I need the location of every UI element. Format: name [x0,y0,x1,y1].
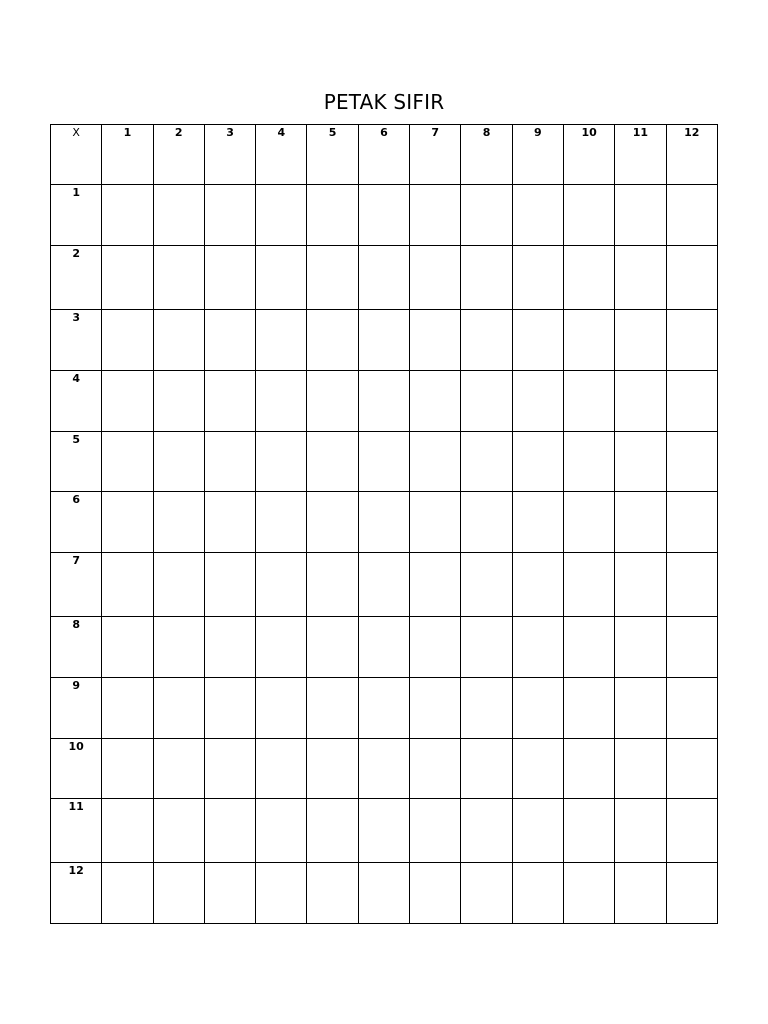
column-header [256,125,307,185]
answer-cell [563,799,614,863]
answer-cell [307,246,358,310]
answer-cell [102,246,153,310]
table-row [51,617,718,678]
row-label: 7 [72,554,80,567]
answer-cell [615,246,666,310]
answer-cell [307,185,358,246]
table-row [51,553,718,617]
answer-cell [410,678,461,739]
answer-cell [615,310,666,371]
answer-cell [563,310,614,371]
answer-cell [615,678,666,739]
answer-cell [461,739,512,799]
column-label: 10 [581,126,597,139]
answer-cell [666,799,717,863]
answer-cell [615,739,666,799]
answer-cell [461,371,512,432]
answer-cell [461,310,512,371]
answer-cell [153,799,204,863]
answer-cell [410,492,461,553]
answer-cell [153,739,204,799]
answer-cell [358,432,409,492]
answer-cell [615,553,666,617]
answer-cell [512,739,563,799]
answer-cell [563,246,614,310]
answer-cell [461,617,512,678]
answer-cell [410,617,461,678]
row-header [51,863,102,924]
answer-cell [410,185,461,246]
header-row [51,125,718,185]
answer-cell [358,492,409,553]
answer-cell [102,739,153,799]
answer-cell [666,617,717,678]
answer-cell [307,432,358,492]
answer-cell [204,799,255,863]
row-header [51,246,102,310]
column-header [461,125,512,185]
grid-body [51,185,718,924]
answer-cell [102,310,153,371]
answer-cell [410,310,461,371]
answer-cell [102,799,153,863]
answer-cell [563,492,614,553]
table-row [51,863,718,924]
answer-cell [204,863,255,924]
answer-cell [358,678,409,739]
answer-cell [461,185,512,246]
column-label: 8 [482,126,491,139]
answer-cell [666,432,717,492]
column-header [563,125,614,185]
answer-cell [512,678,563,739]
table-row [51,371,718,432]
answer-cell [410,739,461,799]
answer-cell [102,553,153,617]
column-header [204,125,255,185]
answer-cell [204,432,255,492]
answer-cell [410,371,461,432]
row-header [51,185,102,246]
answer-cell [512,863,563,924]
answer-cell [461,553,512,617]
answer-cell [615,492,666,553]
answer-cell [410,863,461,924]
column-label: 2 [174,126,183,139]
answer-cell [204,617,255,678]
answer-cell [307,799,358,863]
row-label: 8 [72,618,80,631]
answer-cell [358,310,409,371]
row-header [51,678,102,739]
answer-cell [256,246,307,310]
row-label: 12 [68,864,84,877]
answer-cell [358,553,409,617]
answer-cell [563,432,614,492]
answer-cell [666,371,717,432]
row-header [51,432,102,492]
column-label: 12 [684,126,700,139]
answer-cell [204,246,255,310]
table-row [51,492,718,553]
page-title: PETAK SIFIR [323,90,445,114]
column-header [307,125,358,185]
answer-cell [256,492,307,553]
answer-cell [358,799,409,863]
answer-cell [358,185,409,246]
answer-cell [102,432,153,492]
column-header [512,125,563,185]
answer-cell [307,310,358,371]
row-label: 6 [72,493,80,506]
answer-cell [563,617,614,678]
answer-cell [307,739,358,799]
answer-cell [615,371,666,432]
answer-cell [256,310,307,371]
answer-cell [666,863,717,924]
answer-cell [153,617,204,678]
answer-cell [256,553,307,617]
table-row [51,739,718,799]
column-label: 7 [431,126,440,139]
row-header [51,310,102,371]
answer-cell [204,371,255,432]
answer-cell [102,863,153,924]
answer-cell [256,617,307,678]
answer-cell [153,185,204,246]
column-label: 1 [123,126,132,139]
answer-cell [204,678,255,739]
answer-cell [204,310,255,371]
answer-cell [461,863,512,924]
column-label: 6 [380,126,388,139]
answer-cell [666,553,717,617]
column-header [410,125,461,185]
answer-cell [153,371,204,432]
answer-cell [358,617,409,678]
answer-cell [153,678,204,739]
answer-cell [512,371,563,432]
answer-cell [512,246,563,310]
answer-cell [358,371,409,432]
answer-cell [512,553,563,617]
answer-cell [615,185,666,246]
answer-cell [153,863,204,924]
answer-cell [256,678,307,739]
answer-cell [563,739,614,799]
answer-cell [563,185,614,246]
column-label: 11 [632,126,649,139]
table-row [51,185,718,246]
answer-cell [256,185,307,246]
column-header [153,125,204,185]
answer-cell [461,432,512,492]
answer-cell [307,553,358,617]
answer-cell [102,617,153,678]
answer-cell [358,863,409,924]
corner-cell [51,125,102,185]
answer-cell [512,185,563,246]
answer-cell [666,246,717,310]
column-header [102,125,153,185]
answer-cell [512,310,563,371]
row-header [51,739,102,799]
row-label: 3 [72,311,80,324]
answer-cell [563,678,614,739]
answer-cell [102,492,153,553]
answer-cell [615,863,666,924]
answer-cell [204,739,255,799]
answer-cell [666,739,717,799]
answer-cell [307,863,358,924]
row-label: 5 [72,433,80,446]
answer-cell [615,799,666,863]
answer-cell [256,863,307,924]
answer-cell [666,310,717,371]
row-header [51,553,102,617]
answer-cell [204,185,255,246]
table-row [51,432,718,492]
answer-cell [358,246,409,310]
answer-cell [410,799,461,863]
row-label: 2 [72,247,80,260]
answer-cell [307,492,358,553]
answer-cell [461,799,512,863]
row-label: 4 [72,372,80,385]
answer-cell [512,799,563,863]
answer-cell [358,739,409,799]
answer-cell [204,553,255,617]
answer-cell [563,371,614,432]
answer-cell [563,553,614,617]
answer-cell [307,371,358,432]
answer-cell [666,185,717,246]
column-label: 3 [226,126,234,139]
answer-cell [410,432,461,492]
column-label: 9 [533,126,542,139]
answer-cell [461,492,512,553]
row-label: 11 [68,800,84,813]
table-row [51,678,718,739]
answer-cell [256,371,307,432]
answer-cell [615,432,666,492]
row-label: 10 [68,740,84,753]
column-label: 4 [277,126,286,139]
answer-cell [102,678,153,739]
answer-cell [153,246,204,310]
row-header [51,492,102,553]
answer-cell [102,371,153,432]
answer-cell [204,492,255,553]
answer-cell [256,432,307,492]
row-header [51,617,102,678]
answer-cell [153,432,204,492]
corner-label: X [72,126,80,139]
answer-cell [410,553,461,617]
answer-cell [307,678,358,739]
answer-cell [512,432,563,492]
answer-cell [256,799,307,863]
answer-cell [615,617,666,678]
answer-cell [512,492,563,553]
table-row [51,799,718,863]
table-row [51,310,718,371]
column-label: 5 [328,126,337,139]
answer-cell [256,739,307,799]
column-header [666,125,717,185]
column-header [615,125,666,185]
answer-cell [102,185,153,246]
multiplication-grid [50,124,718,924]
answer-cell [153,310,204,371]
row-header [51,799,102,863]
answer-cell [512,617,563,678]
answer-cell [563,863,614,924]
answer-cell [666,678,717,739]
row-label: 9 [72,679,80,692]
answer-cell [666,492,717,553]
column-header [358,125,409,185]
row-label: 1 [72,186,80,199]
row-header [51,371,102,432]
table-row [51,246,718,310]
answer-cell [461,678,512,739]
answer-cell [410,246,461,310]
answer-cell [153,492,204,553]
answer-cell [461,246,512,310]
answer-cell [307,617,358,678]
answer-cell [153,553,204,617]
